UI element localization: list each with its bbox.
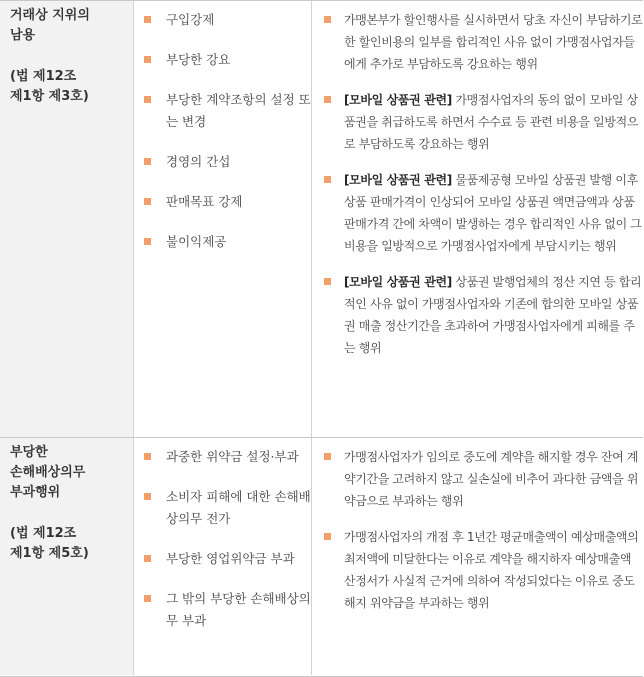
- list-item: [모바일 상품권 관련] 물품제공형 모바일 상품권 발행 이후 상품 판매가격이 인상되어 모바일 상품권 액면금액과 상품 판매가격 간에 차액이 발생하는 경우 합리적인 사유 없이 그 비용을 일방적으로 가맹점사업자에게 부담시키는 행위: [324, 169, 643, 257]
- square-bullet-icon: [324, 278, 331, 285]
- category-title: 거래상 지위의 남용: [10, 8, 90, 43]
- type-list: [134, 1, 311, 253]
- square-bullet-icon: [144, 16, 151, 23]
- list-item: 구입강제: [144, 9, 311, 31]
- category-cell: [0, 1, 134, 437]
- list-item: 과중한 위약금 설정·부과: [144, 446, 311, 468]
- example-cell: [312, 438, 643, 675]
- example-cell: [312, 1, 643, 437]
- list-item: [모바일 상품권 관련] 상품권 발행업체의 정산 지연 등 합리적인 사유 없이 가맹점사업자와 기존에 합의한 모바일 상품권 매출 정산기간을 초과하여 가맹점사업자에게 피해를 주는 행위: [324, 271, 643, 359]
- list-item: 경영의 간섭: [144, 151, 311, 173]
- category-cell: [0, 438, 134, 675]
- category-law-ref: (법 제12조 제1항 제5호): [10, 526, 89, 561]
- mobile-voucher-tag: [모바일 상품권 관련]: [344, 93, 452, 107]
- list-item: 판매목표 강제: [144, 191, 311, 213]
- square-bullet-icon: [144, 555, 151, 562]
- type-cell: [134, 438, 312, 675]
- type-list: [134, 438, 311, 632]
- square-bullet-icon: [144, 595, 151, 602]
- square-bullet-icon: [144, 158, 151, 165]
- list-item: [모바일 상품권 관련] 가맹점사업자의 동의 없이 모바일 상품권을 취급하도록 하면서 수수료 등 관련 비용을 일방적으로 부담하도록 강요하는 행위: [324, 89, 643, 155]
- square-bullet-icon: [144, 453, 151, 460]
- category-title: 부당한 손해배상의무 부과행위: [10, 445, 86, 500]
- list-item: 가맹점사업자의 개점 후 1년간 평균매출액이 예상매출액의 최저액에 미달한다는 이유로 계약을 해지하자 예상매출액 산정서가 사실적 근거에 의하여 작성되었다는 이유로 중도해지 위약금을 부과하는 행위: [324, 526, 643, 614]
- category-law-ref: (법 제12조 제1항 제3호): [10, 69, 89, 104]
- square-bullet-icon: [324, 176, 331, 183]
- list-item: 그 밖의 부당한 손해배상의무 부과: [144, 588, 311, 632]
- square-bullet-icon: [144, 238, 151, 245]
- list-item: 가맹본부가 할인행사를 실시하면서 당초 자신이 부담하기로 한 할인비용의 일부를 합리적인 사유 없이 가맹점사업자들에게 추가로 부담하도록 강요하는 행위: [324, 9, 643, 75]
- list-item: 부당한 계약조항의 설정 또는 변경: [144, 89, 311, 133]
- table-row: [0, 1, 643, 438]
- list-item: 소비자 피해에 대한 손해배상의무 전가: [144, 486, 311, 530]
- square-bullet-icon: [324, 533, 331, 540]
- square-bullet-icon: [324, 96, 331, 103]
- list-item: 부당한 강요: [144, 49, 311, 71]
- type-cell: [134, 1, 312, 437]
- list-item: 부당한 영업위약금 부과: [144, 548, 311, 570]
- mobile-voucher-tag: [모바일 상품권 관련]: [344, 173, 452, 187]
- square-bullet-icon: [144, 96, 151, 103]
- table-row: [0, 438, 643, 675]
- square-bullet-icon: [144, 493, 151, 500]
- square-bullet-icon: [324, 16, 331, 23]
- mobile-voucher-tag: [모바일 상품권 관련]: [344, 275, 452, 289]
- square-bullet-icon: [144, 56, 151, 63]
- example-list: [312, 438, 643, 614]
- list-item: 불이익제공: [144, 231, 311, 253]
- list-item: 가맹점사업자가 임의로 중도에 계약을 해지할 경우 잔여 계약기간을 고려하지 않고 실손실에 비추어 과다한 금액을 위약금으로 부과하는 행위: [324, 446, 643, 512]
- square-bullet-icon: [324, 453, 331, 460]
- example-list: [312, 1, 643, 359]
- square-bullet-icon: [144, 198, 151, 205]
